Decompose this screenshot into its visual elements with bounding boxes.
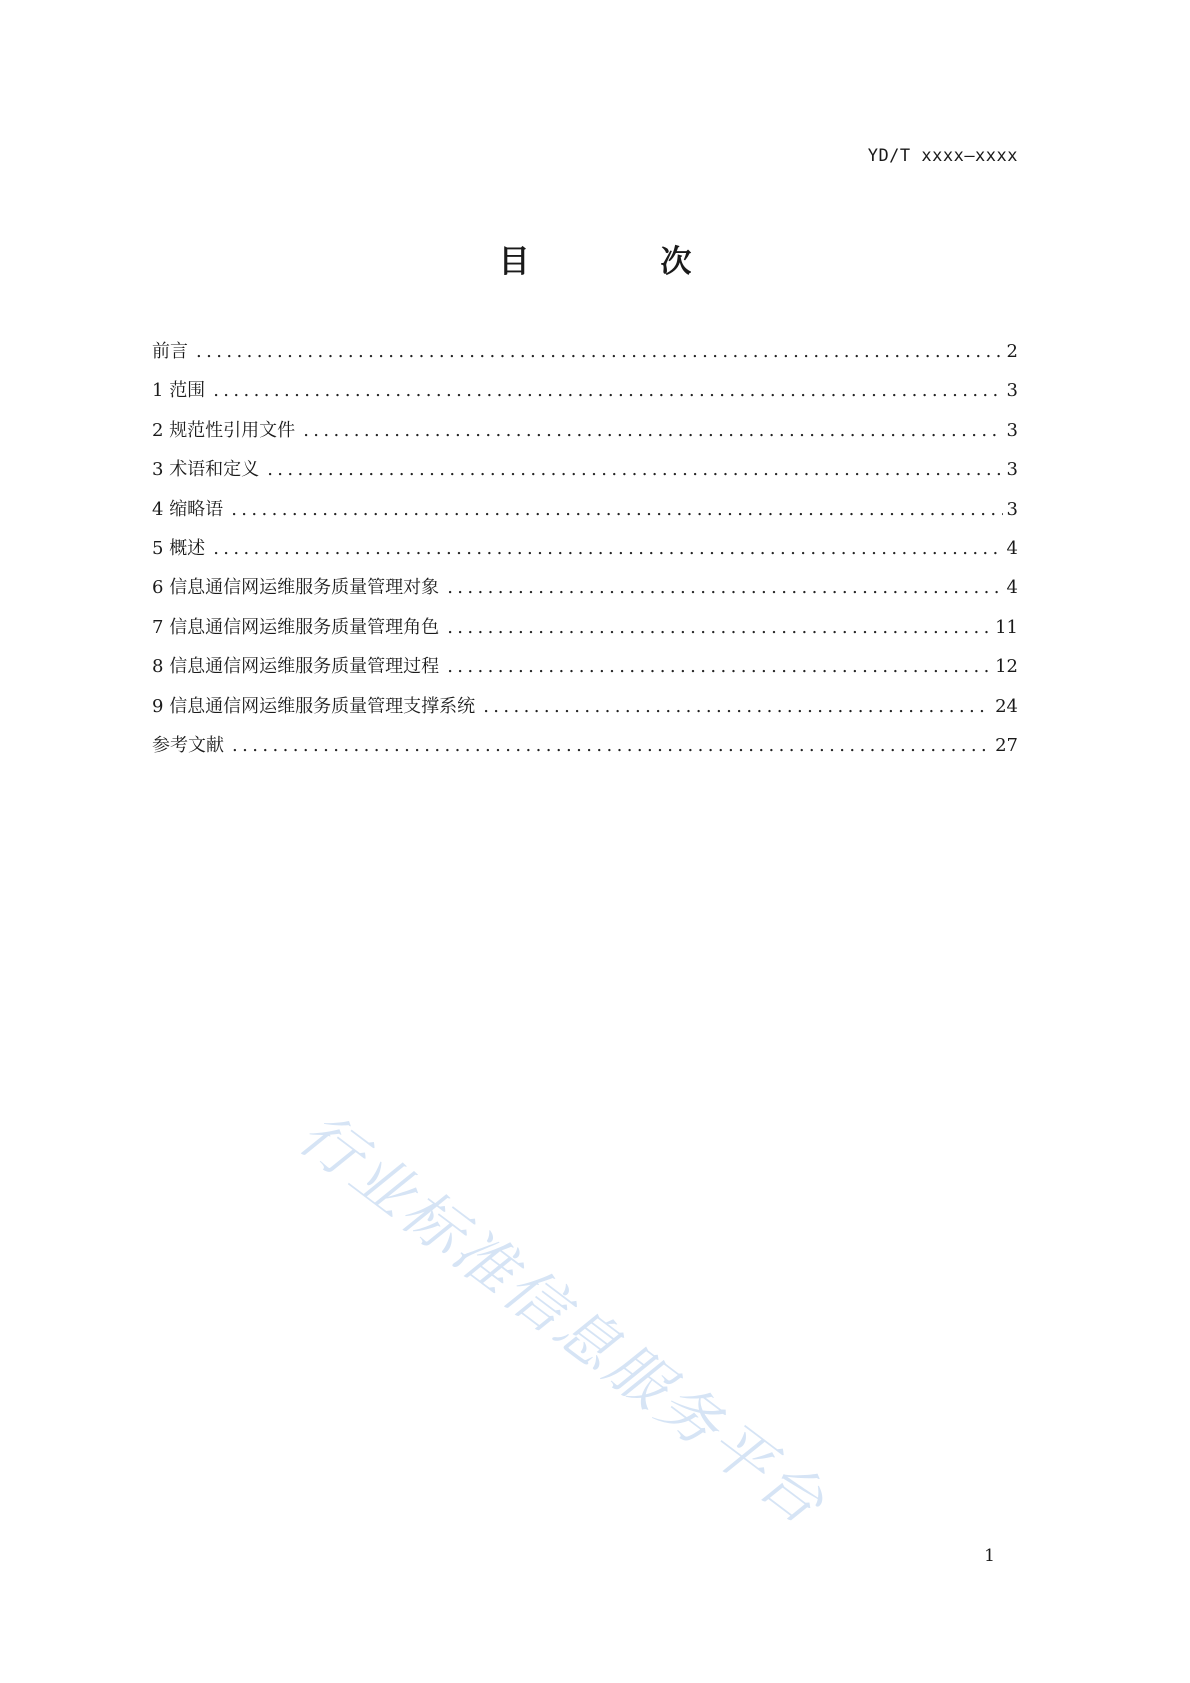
document-code: YD/T xxxx—xxxx (867, 146, 1018, 166)
toc-entry-label: 范围 (169, 380, 206, 402)
dot-leader (267, 458, 1002, 482)
toc-entry-support-system[interactable] (152, 695, 1018, 734)
toc-entry-label: 前言 (152, 341, 188, 362)
dot-leader (303, 419, 1002, 443)
dot-leader (196, 340, 1003, 364)
toc-entry-page: 4 (1006, 537, 1018, 559)
toc-entry-page: 4 (1006, 577, 1018, 599)
toc-entry-label: 规范性引用文件 (169, 419, 296, 441)
toc-entry-number: 5 (152, 537, 170, 559)
toc-entry-page: 2 (1006, 341, 1018, 362)
toc-entry-terms-definitions[interactable] (152, 458, 1018, 497)
toc-entry-management-roles[interactable] (152, 616, 1018, 655)
dot-leader (447, 616, 991, 640)
toc-entry-page: 3 (1006, 419, 1018, 441)
toc-entry-number: 7 (152, 616, 170, 638)
toc-entry-page: 3 (1006, 498, 1018, 520)
toc-entry-page: 24 (995, 695, 1018, 717)
toc-entry-page: 12 (995, 656, 1018, 678)
toc-entry-number: 3 (152, 459, 170, 481)
toc-entry-label: 参考文献 (152, 734, 224, 756)
toc-entry-management-process[interactable] (152, 655, 1018, 694)
toc-entry-page: 27 (995, 734, 1018, 756)
toc-entry-number: 9 (152, 695, 170, 717)
dot-leader (213, 537, 1002, 561)
toc-entry-bibliography[interactable] (152, 734, 1018, 773)
toc-entry-label: 信息通信网运维服务质量管理对象 (169, 577, 440, 599)
dot-leader (213, 379, 1002, 403)
dot-leader (447, 576, 1002, 600)
toc-entry-page: 3 (1006, 380, 1018, 402)
toc-entry-management-objects[interactable] (152, 576, 1018, 615)
watermark: 行业标准信息服务平台 (285, 1099, 840, 1541)
toc-entry-page: 11 (995, 616, 1018, 638)
toc-entry-normative-references[interactable] (152, 419, 1018, 458)
toc-entry-number: 1 (152, 380, 170, 402)
toc-entry-abbreviations[interactable] (152, 498, 1018, 537)
table-of-contents (152, 340, 1018, 773)
toc-entry-number: 4 (152, 498, 170, 520)
toc-entry-overview[interactable] (152, 537, 1018, 576)
toc-entry-label: 信息通信网运维服务质量管理角色 (169, 616, 440, 638)
dot-leader (483, 695, 991, 719)
toc-entry-label: 术语和定义 (169, 459, 260, 481)
toc-entry-page: 3 (1006, 459, 1018, 481)
dot-leader (231, 498, 1002, 522)
page-number: 1 (984, 1546, 995, 1566)
toc-title: 目 次 (498, 244, 752, 280)
toc-entry-label: 信息通信网运维服务质量管理支撑系统 (169, 695, 476, 717)
toc-entry-label: 缩略语 (169, 498, 224, 520)
dot-leader (232, 734, 991, 758)
dot-leader (447, 655, 991, 679)
toc-entry-number: 2 (152, 419, 170, 441)
toc-entry-label: 信息通信网运维服务质量管理过程 (169, 656, 440, 678)
toc-entry-number: 6 (152, 577, 170, 599)
toc-entry-number: 8 (152, 656, 170, 678)
toc-entry-foreword[interactable] (152, 340, 1018, 379)
toc-entry-scope[interactable] (152, 379, 1018, 418)
toc-entry-label: 概述 (169, 537, 206, 559)
